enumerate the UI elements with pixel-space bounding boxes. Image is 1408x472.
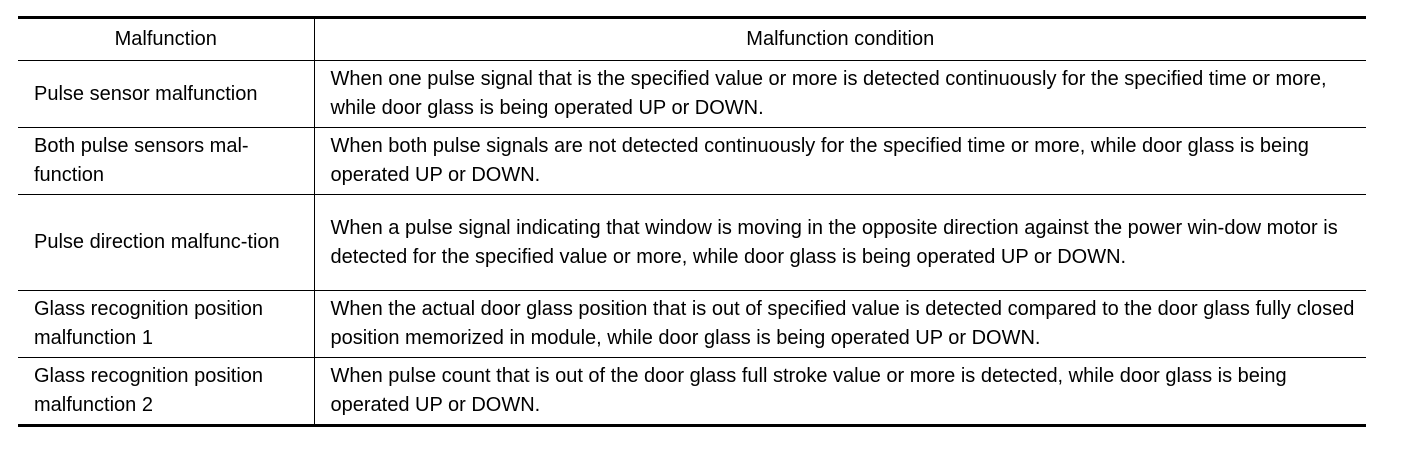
condition-cell: When pulse count that is out of the door glass full stroke value or more is detected, while door glass is being operated UP or DOWN. [314, 358, 1366, 426]
header-malfunction-condition: Malfunction condition [314, 18, 1366, 61]
table-row [18, 358, 1366, 426]
header-row [18, 18, 1366, 61]
malfunction-cell: Pulse sensor malfunction [18, 61, 314, 128]
condition-cell: When a pulse signal indicating that window is moving in the opposite direction against the power win-dow motor is detected for the specified value or more, while door glass is being operated UP or DOWN. [314, 195, 1366, 291]
table-header [18, 18, 1366, 61]
malfunction-cell: Glass recognition position malfunction 2 [18, 358, 314, 426]
malfunction-cell: Pulse direction malfunc-tion [18, 195, 314, 291]
condition-cell: When both pulse signals are not detected continuously for the specified time or more, while door glass is being operated UP or DOWN. [314, 128, 1366, 195]
table-row [18, 61, 1366, 128]
malfunction-cell: Glass recognition position malfunction 1 [18, 291, 314, 358]
header-malfunction: Malfunction [18, 18, 314, 61]
table-row [18, 128, 1366, 195]
table-row [18, 291, 1366, 358]
malfunction-cell: Both pulse sensors mal-function [18, 128, 314, 195]
table-body [18, 61, 1366, 426]
condition-cell: When one pulse signal that is the specified value or more is detected continuously for the specified time or more, while door glass is being operated UP or DOWN. [314, 61, 1366, 128]
condition-cell: When the actual door glass position that is out of specified value is detected compared to the door glass fully closed position memorized in module, while door glass is being operated UP or DOWN. [314, 291, 1366, 358]
malfunction-table [18, 16, 1366, 427]
table-row [18, 195, 1366, 291]
